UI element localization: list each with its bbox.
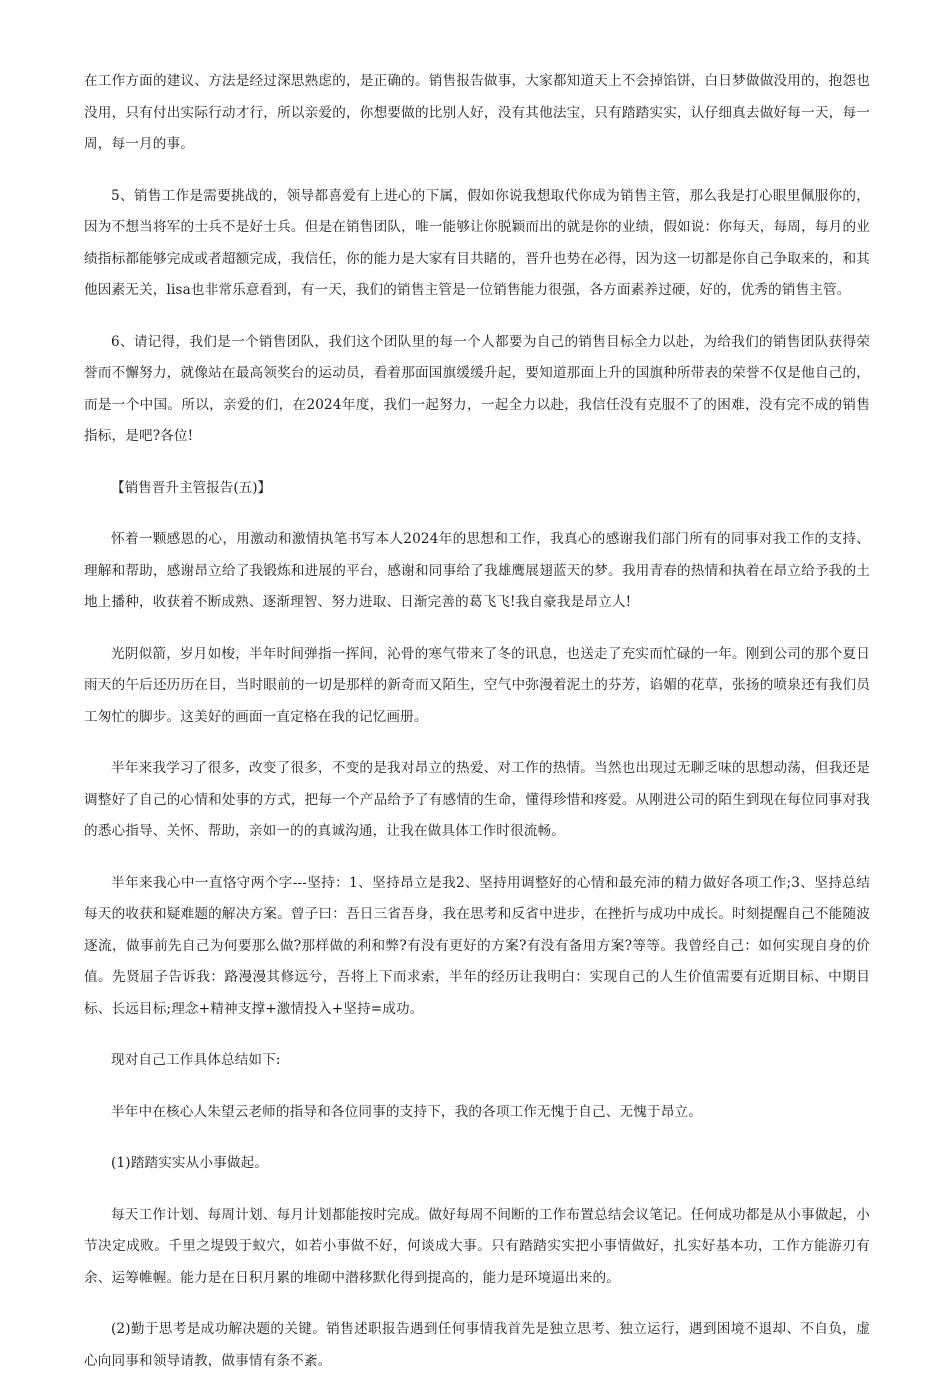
paragraph-summary-intro: 现对自己工作具体总结如下:: [111, 1052, 281, 1068]
paragraph-mentor: 半年中在核心人朱望云老师的指导和各位同事的支持下，我的各项工作无愧于自己、无愧于昂立。: [111, 1103, 702, 1120]
paragraph-time-flies: 光阴似箭，岁月如梭，半年时间弹指一挥间，沁骨的寒气带来了冬的讯息，也送走了充实而忙碌的一年。刚到公司的那个夏日雨天的午后还历历在目，当时眼前的一切是那样的新奇而又陌生，空气中弥漫着泥土的芬芳，谄媚的花草，张扬的喷泉还有我们员工匆忙的脚步。这美好的画面一直定格在我的记忆画册。: [84, 645, 870, 725]
paragraph-persistence: 半年来我心中一直恪守两个字---坚持：1、坚持昂立是我2、坚持用调整好的心情和最充沛的精力做好各项工作;3、坚持总结每天的收获和疑难题的解决方案。曾子曰：吾日三省吾身，我在思考和反省中进步，在挫折与成功中成长。时刻提醒自己不能随波逐流，做事前先自己为何要那么做?那样做的利和弊?有没有更好的方案?有没有备用方案?等等。我曾经自己：如何实现自身的价值。先贤屈子告诉我：路漫漫其修远兮，吾将上下而求索，半年的经历让我明白：实现自己的人生价值需要有近期目标、中期目标、长远目标;理念+精神支撑+激情投入+坚持=成功。: [84, 874, 870, 1017]
paragraph-point-6: 6、请记得，我们是一个销售团队，我们这个团队里的每一个人都要为自己的销售目标全力以赴，为给我们的销售团队获得荣誉而不懈努力，就像站在最高领奖台的运动员，看着那面国旗缓缓升起，要知道那面上升的国旗种所带表的荣誉不仅是他自己的，而是一个中国。所以，亲爱的们，在2024年度，我们一起努力，一起全力以赴，我信任没有克服不了的困难，没有完不成的销售指标，是吧?各位!: [84, 333, 870, 444]
paragraph-work-advice: 在工作方面的建议、方法是经过深思熟虑的，是正确的。销售报告做事，大家都知道天上不会掉馅饼，白日梦做做没用的，抱怨也没用，只有付出实际行动才行，所以亲爱的，你想要做的比别人好，没有其他法宝，只有踏踏实实，认仔细真去做好每一天，每一周，每一月的事。: [84, 73, 870, 152]
paragraph-half-year-learning: 半年来我学习了很多，改变了很多，不变的是我对昂立的热爱、对工作的热情。当然也出现过无聊乏味的思想动荡，但我还是调整好了自己的心情和处事的方式，把每一个产品给予了有感情的生命，懂得珍惜和疼爱。从刚进公司的陌生到现在每位同事对我的悉心指导、关怀、帮助，亲如一的的真诚沟通，让我在做具体工作时很流畅。: [84, 760, 870, 839]
paragraph-gratitude: 怀着一颗感恩的心，用激动和激情执笔书写本人2024年的思想和工作，我真心的感谢我们部门所有的同事对我工作的支持、理解和帮助，感谢昂立给了我锻炼和进展的平台，感谢和同事给了我雄鹰展翅蓝天的梦。我用青春的热情和执着在昂立给予我的土地上播种，收获着不断成熟、逐渐理智、努力进取、日渐完善的葛飞飞!我自豪我是昂立人!: [84, 531, 870, 610]
paragraph-item-2: (2)勤于思考是成功解决题的关键。销售述职报告遇到任何事情我首先是独立思考、独立运行，遇到困境不退却、不自负，虚心向同事和领导请教，做事情有条不紊。: [84, 1321, 870, 1369]
document-page: [84, 66, 870, 1397]
paragraph-item-1-body: 每天工作计划、每周计划、每月计划都能按时完成。做好每周不间断的工作布置总结会议笔记。任何成功都是从小事做起，小节决定成败。千里之堤毁于蚁穴，如若小事做不好，何谈成大事。只有踏踏实实把小事情做好，扎实好基本功，工作方能游刃有余、运筹帷幄。能力是在日积月累的堆砌中潜移默化得到提高的，能力是环境逼出来的。: [84, 1206, 870, 1286]
section-heading-report-5: 【销售晋升主管报告(五)】: [111, 479, 272, 496]
paragraph-point-5: 5、销售工作是需要挑战的，领导都喜爱有上进心的下属，假如你说我想取代你成为销售主管，那么我是打心眼里佩服你的，因为不想当将军的士兵不是好士兵。但是在销售团队，唯一能够让你脱颖而出的就是你的业绩，假如说：你每天，每周，每月的业绩指标都能够完成或者超额完成，我信任，你的能力是大家有目共睹的，晋升也势在必得，因为这一切都是你自己争取来的，和其他因素无关，lisa也非常乐意看到，有一天，我们的销售主管是一位销售能力很强，各方面素养过硬，好的，优秀的销售主管。: [84, 187, 870, 298]
paragraph-item-1-title: (1)踏踏实实从小事做起。: [111, 1155, 269, 1171]
